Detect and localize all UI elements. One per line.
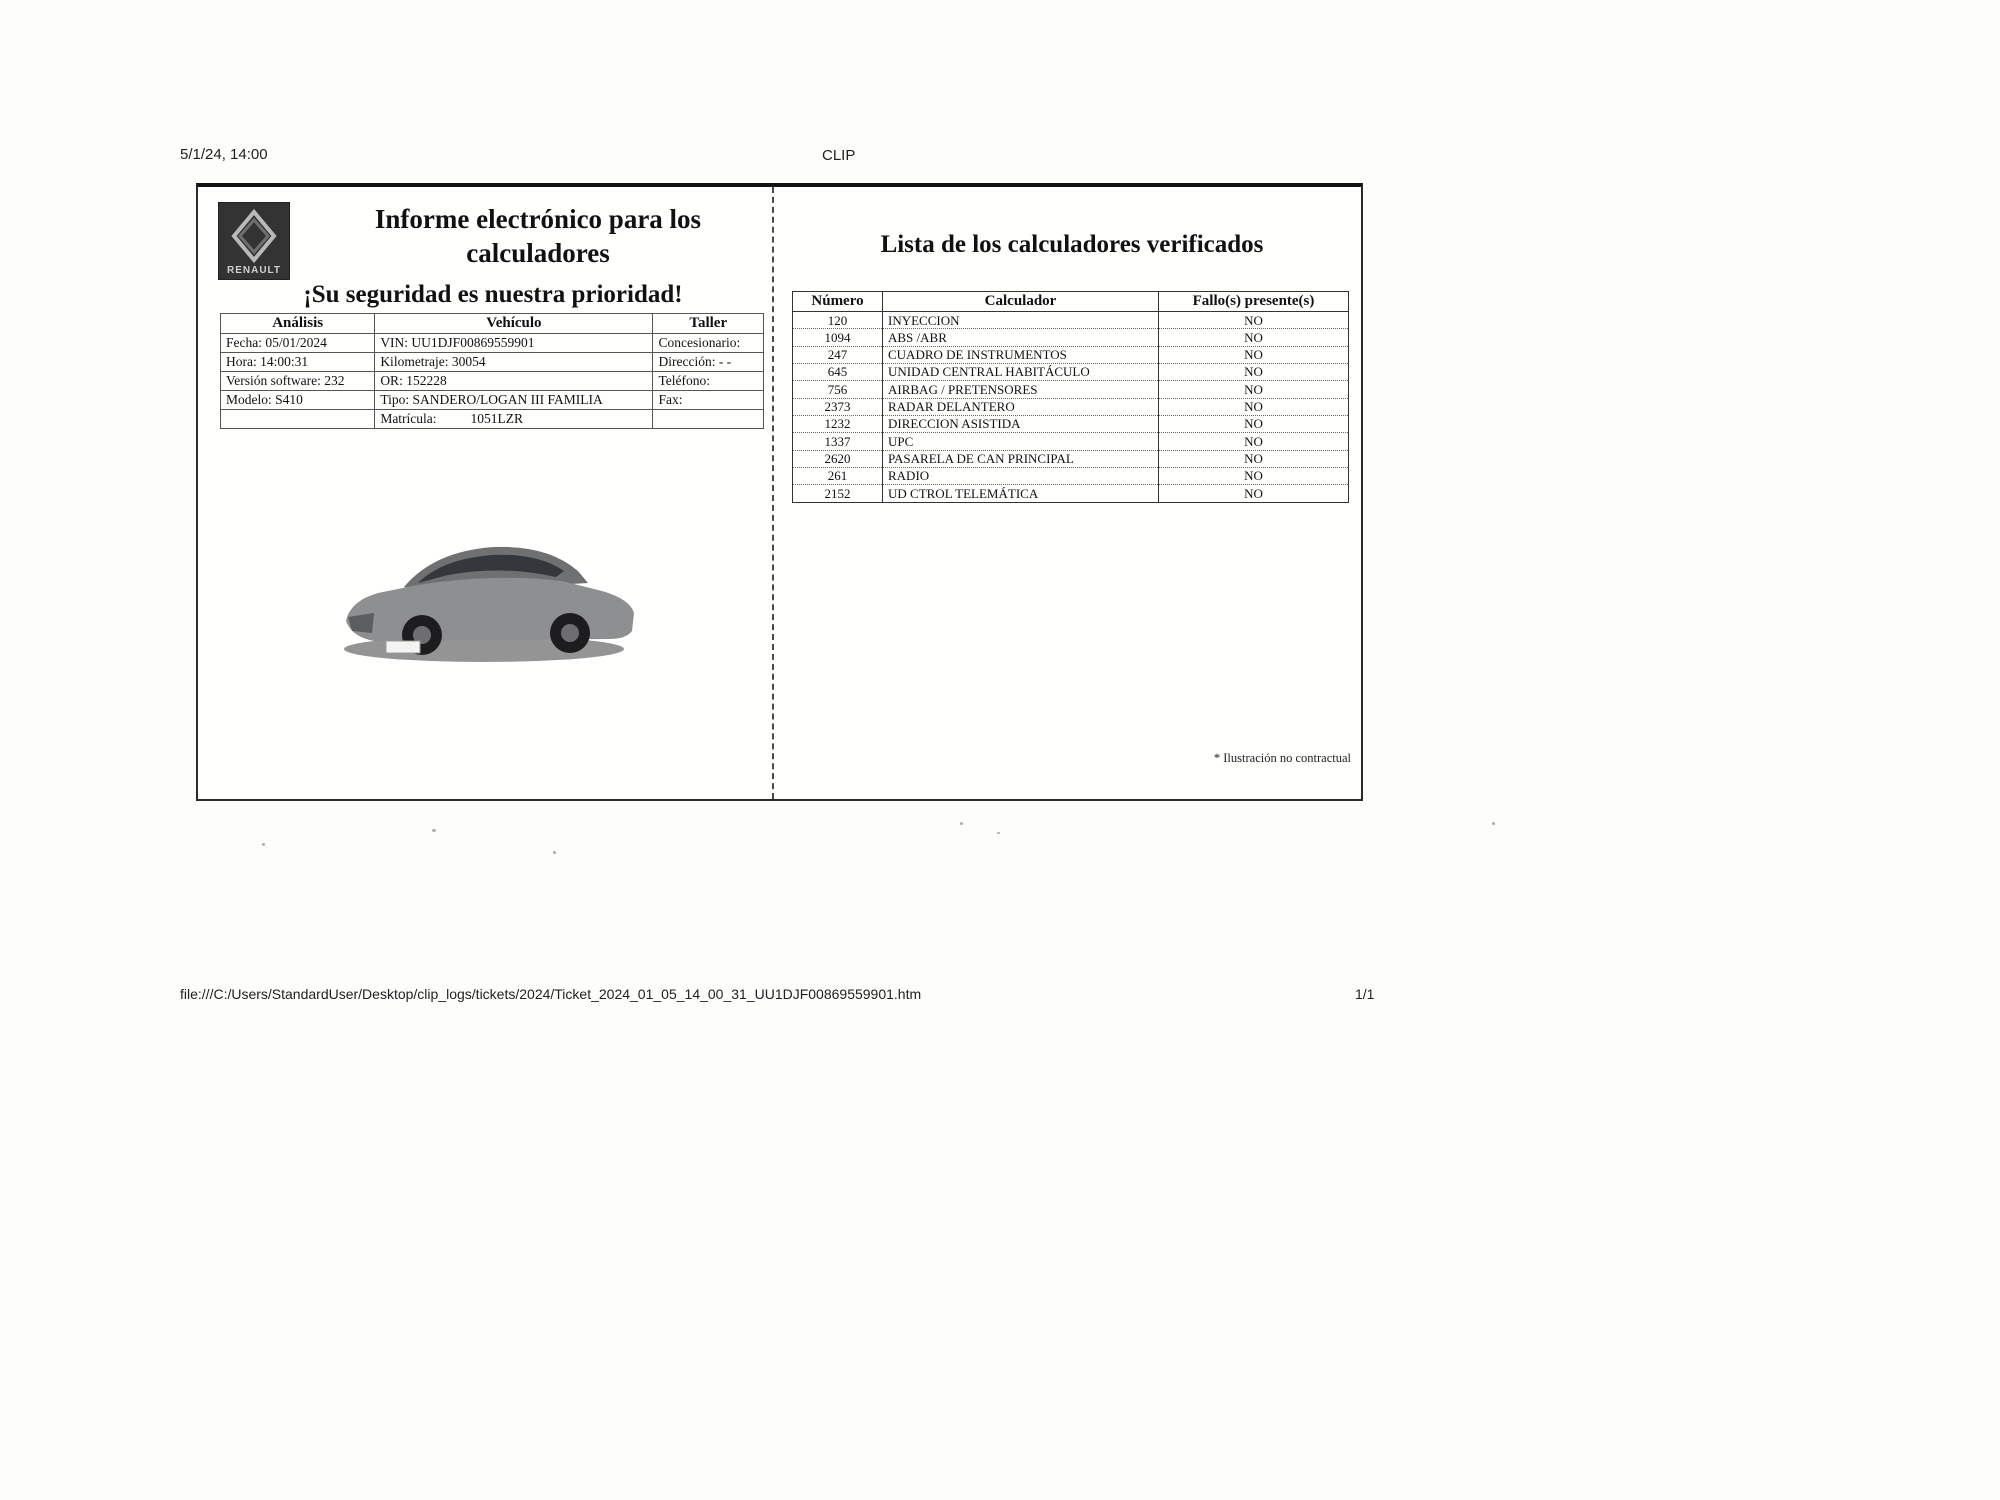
report-frame xyxy=(196,183,1363,801)
matricula-value: 1051LZR xyxy=(470,411,524,426)
info-header-taller: Taller xyxy=(653,314,764,334)
table-row xyxy=(793,363,1349,380)
ecu-number-cell: 756 xyxy=(793,381,883,398)
scan-speck xyxy=(1492,822,1495,825)
ecu-number-cell: 120 xyxy=(793,312,883,329)
ecu-fault-cell: NO xyxy=(1159,433,1349,450)
ecu-number-cell: 1232 xyxy=(793,415,883,432)
vehicle-info-table xyxy=(220,313,764,429)
info-cell: Teléfono: xyxy=(653,372,764,391)
table-row xyxy=(793,467,1349,484)
ecu-fault-cell: NO xyxy=(1159,329,1349,346)
print-datetime: 5/1/24, 14:00 xyxy=(180,146,268,163)
ecu-name-cell: AIRBAG / PRETENSORES xyxy=(883,381,1159,398)
ecu-fault-cell: NO xyxy=(1159,346,1349,363)
renault-logo xyxy=(218,202,290,280)
scan-speck xyxy=(997,832,1000,834)
renault-diamond-icon xyxy=(226,208,282,264)
ecu-number-cell: 247 xyxy=(793,346,883,363)
info-cell: Fecha: 05/01/2024 xyxy=(221,334,375,353)
table-row xyxy=(221,410,764,429)
table-header-row xyxy=(793,292,1349,312)
print-page-number: 1/1 xyxy=(1355,986,1375,1002)
info-header-analisis: Análisis xyxy=(221,314,375,334)
car-illustration xyxy=(326,509,656,679)
table-row xyxy=(221,372,764,391)
print-file-url: file:///C:/Users/StandardUser/Desktop/clip_logs/tickets/2024/Ticket_2024_01_05_14_00_31_UU1DJF00869559901.htm xyxy=(180,986,922,1002)
ecu-fault-cell: NO xyxy=(1159,485,1349,502)
info-cell: Hora: 14:00:31 xyxy=(221,353,375,372)
ecu-name-cell: ABS /ABR xyxy=(883,329,1159,346)
ecu-name-cell: UNIDAD CENTRAL HABITÁCULO xyxy=(883,363,1159,380)
ecu-list-title: Lista de los calculadores verificados xyxy=(880,231,1264,258)
table-row xyxy=(221,391,764,410)
ecu-header-numero: Número xyxy=(793,292,883,312)
table-row xyxy=(793,398,1349,415)
info-cell: Versión software: 232 xyxy=(221,372,375,391)
ecu-name-cell: CUADRO DE INSTRUMENTOS xyxy=(883,346,1159,363)
ecu-fault-cell: NO xyxy=(1159,312,1349,329)
table-row xyxy=(793,433,1349,450)
ecu-number-cell: 645 xyxy=(793,363,883,380)
print-app-title: CLIP xyxy=(822,147,856,164)
info-cell: Modelo: S410 xyxy=(221,391,375,410)
table-row xyxy=(793,381,1349,398)
ecu-name-cell: PASARELA DE CAN PRINCIPAL xyxy=(883,450,1159,467)
ecu-table xyxy=(792,291,1349,503)
ecu-number-cell: 2620 xyxy=(793,450,883,467)
ecu-name-cell: DIRECCION ASISTIDA xyxy=(883,415,1159,432)
info-cell xyxy=(221,410,375,429)
ecu-fault-cell: NO xyxy=(1159,398,1349,415)
ecu-fault-cell: NO xyxy=(1159,467,1349,484)
info-cell: Fax: xyxy=(653,391,764,410)
matricula-cell xyxy=(375,410,653,429)
ecu-name-cell: RADAR DELANTERO xyxy=(883,398,1159,415)
ecu-name-cell: RADIO xyxy=(883,467,1159,484)
report-title: Informe electrónico para los calculadores xyxy=(374,204,702,268)
ecu-fault-cell: NO xyxy=(1159,415,1349,432)
ecu-name-cell: UD CTROL TELEMÁTICA xyxy=(883,485,1159,502)
ecu-number-cell: 2152 xyxy=(793,485,883,502)
report-subtitle: ¡Su seguridad es nuestra prioridad! xyxy=(303,281,683,308)
table-row xyxy=(793,485,1349,502)
info-cell: Tipo: SANDERO/LOGAN III FAMILIA xyxy=(375,391,653,410)
ecu-number-cell: 2373 xyxy=(793,398,883,415)
table-row xyxy=(793,346,1349,363)
ecu-name-cell: UPC xyxy=(883,433,1159,450)
table-row xyxy=(793,450,1349,467)
table-row xyxy=(221,314,764,334)
scan-speck xyxy=(262,843,265,846)
ecu-fault-cell: NO xyxy=(1159,381,1349,398)
scan-speck xyxy=(960,822,963,825)
ecu-header-fallos: Fallo(s) presente(s) xyxy=(1159,292,1349,312)
table-row xyxy=(793,329,1349,346)
ecu-number-cell: 261 xyxy=(793,467,883,484)
info-cell: Dirección: - - xyxy=(653,353,764,372)
illustration-note: * Ilustración no contractual xyxy=(1213,751,1351,765)
table-row xyxy=(221,334,764,353)
info-cell xyxy=(653,410,764,429)
info-cell: Concesionario: xyxy=(653,334,764,353)
table-row xyxy=(793,312,1349,329)
scan-speck xyxy=(432,829,436,832)
table-row xyxy=(221,353,764,372)
ecu-name-cell: INYECCION xyxy=(883,312,1159,329)
scan-speck xyxy=(553,851,556,854)
panel-divider xyxy=(772,187,774,799)
ecu-number-cell: 1337 xyxy=(793,433,883,450)
car-body xyxy=(346,578,634,641)
matricula-label: Matrícula: xyxy=(380,411,437,426)
ecu-header-calculador: Calculador xyxy=(883,292,1159,312)
table-row xyxy=(793,415,1349,432)
car-badge-plate xyxy=(386,641,420,653)
ecu-fault-cell: NO xyxy=(1159,450,1349,467)
ecu-number-cell: 1094 xyxy=(793,329,883,346)
ecu-fault-cell: NO xyxy=(1159,363,1349,380)
info-cell: OR: 152228 xyxy=(375,372,653,391)
info-header-vehiculo: Vehículo xyxy=(375,314,653,334)
renault-brand-text: RENAULT xyxy=(226,265,282,276)
info-cell: VIN: UU1DJF00869559901 xyxy=(375,334,653,353)
info-cell: Kilometraje: 30054 xyxy=(375,353,653,372)
